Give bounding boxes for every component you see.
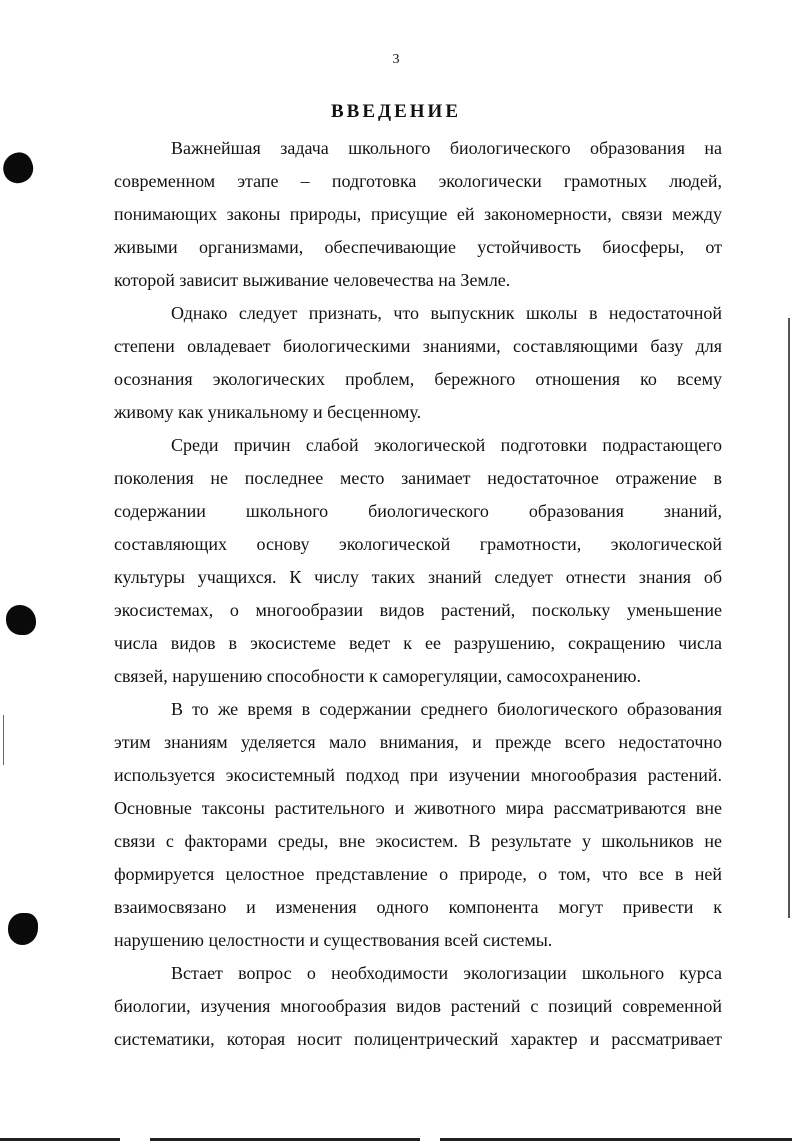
page-title: ВВЕДЕНИЕ bbox=[331, 101, 461, 122]
text-line: используется экосистемный подход при изучении многообразия растений. bbox=[114, 765, 722, 785]
text-line: содержании школьного биологического образования знаний, bbox=[114, 501, 722, 521]
page-number: 3 bbox=[392, 52, 400, 67]
text-line: Важнейшая задача школьного биологического образования на bbox=[171, 138, 722, 158]
text-line: живому как уникальному и бесценному. bbox=[114, 402, 422, 422]
text-line: которой зависит выживание человечества на Земле. bbox=[114, 270, 511, 290]
text-line: взаимосвязано и изменения одного компонента могут привести к bbox=[114, 897, 722, 917]
text-line: В то же время в содержании среднего биологического образования bbox=[171, 699, 722, 719]
text-line: числа видов в экосистеме ведет к ее разрушению, сокращению числа bbox=[114, 633, 722, 653]
punch-hole-mark bbox=[6, 605, 36, 635]
text-line: Основные таксоны растительного и животного мира рассматриваются вне bbox=[114, 798, 722, 818]
text-line: Встает вопрос о необходимости экологизации школьного курса bbox=[171, 963, 722, 983]
text-line: формируется целостное представление о природе, о том, что все в ней bbox=[114, 864, 722, 884]
text-line: современном этапе – подготовка экологически грамотных людей, bbox=[114, 171, 722, 191]
text-line: понимающих законы природы, присущие ей закономерности, связи между bbox=[114, 204, 722, 224]
text-line: Однако следует признать, что выпускник школы в недостаточной bbox=[171, 303, 722, 323]
text-line: культуры учащихся. К числу таких знаний следует отнести знания об bbox=[114, 567, 722, 587]
text-line: осознания экологических проблем, бережного отношения ко всему bbox=[114, 369, 722, 389]
scan-edge-line bbox=[3, 715, 4, 765]
scan-edge-line bbox=[788, 318, 790, 918]
text-line: степени овладевает биологическими знаниями, составляющими базу для bbox=[114, 336, 722, 356]
body-text bbox=[114, 132, 722, 1056]
text-line: биологии, изучения многообразия видов растений с позиций современной bbox=[114, 996, 722, 1016]
text-line: экосистемах, о многообразии видов растений, поскольку уменьшение bbox=[114, 600, 722, 620]
text-line: составляющих основу экологической грамотности, экологической bbox=[114, 534, 722, 554]
text-line: связи с факторами среды, вне экосистем. В результате у школьников не bbox=[114, 831, 722, 851]
text-line: Среди причин слабой экологической подготовки подрастающего bbox=[171, 435, 722, 455]
punch-hole-mark bbox=[0, 149, 37, 187]
punch-hole-mark bbox=[8, 913, 38, 945]
text-line: систематики, которая носит полицентрический характер и рассматривает bbox=[114, 1029, 722, 1049]
text-line: поколения не последнее место занимает недостаточное отражение в bbox=[114, 468, 722, 488]
text-line: нарушению целостности и существования всей системы. bbox=[114, 930, 553, 950]
text-line: живыми организмами, обеспечивающие устойчивость биосферы, от bbox=[114, 237, 722, 257]
text-line: этим знаниям уделяется мало внимания, и прежде всего недостаточно bbox=[114, 732, 722, 752]
scan-bottom-edge bbox=[0, 1138, 792, 1141]
text-line: связей, нарушению способности к саморегуляции, самосохранению. bbox=[114, 666, 641, 686]
